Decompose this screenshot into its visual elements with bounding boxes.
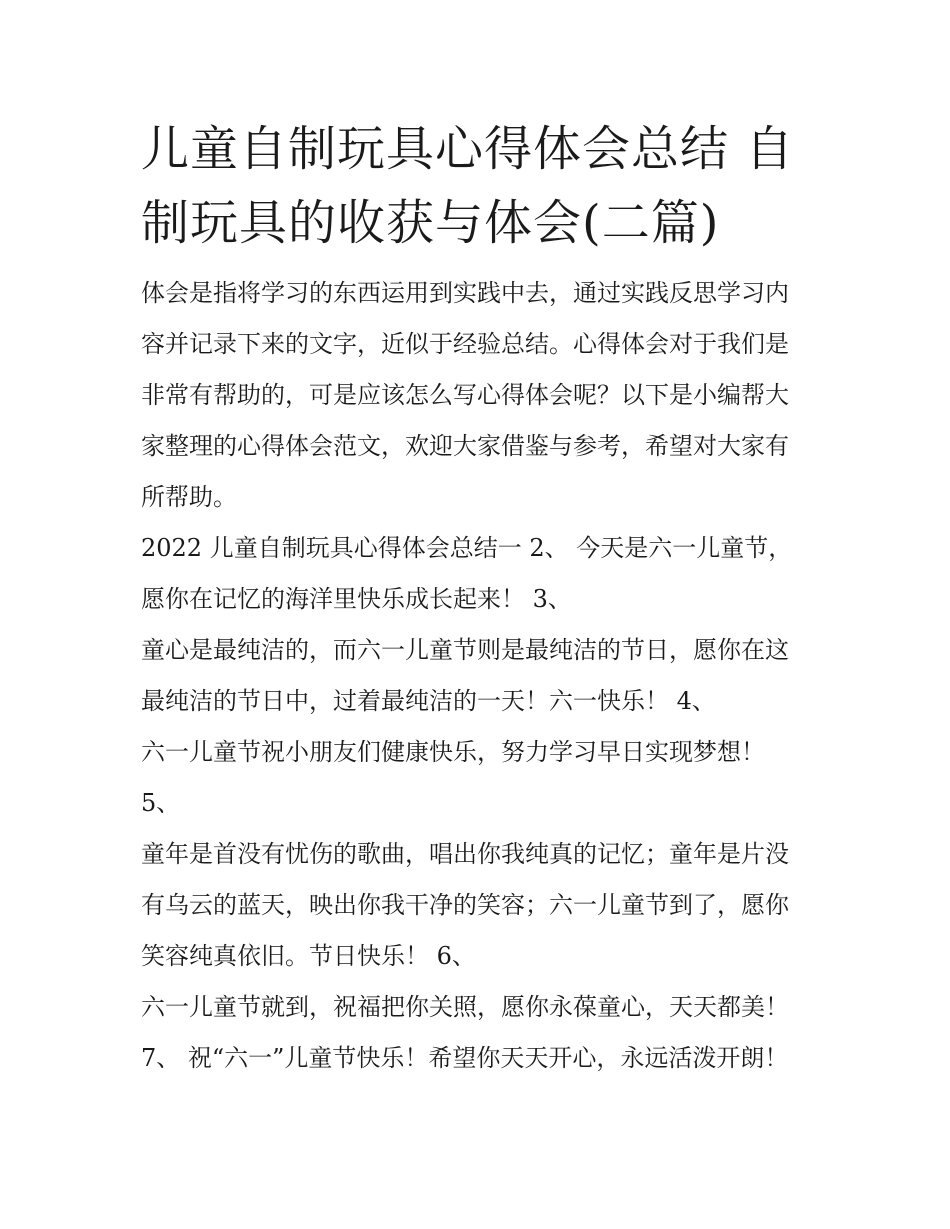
body-line: 笑容纯真依旧。节日快乐！ 6、 [141, 942, 476, 970]
document-title [141, 112, 821, 260]
body-line: 童心是最纯洁的，而六一儿童节则是最纯洁的节日，愿你在这 [141, 636, 789, 664]
title-line: 制玩具的收获与体会(二篇) [141, 195, 720, 251]
body-line: 2022 儿童自制玩具心得体会总结一 2、 今天是六一儿童节， [141, 534, 793, 562]
body-line: 童年是首没有忧伤的歌曲，唱出你我纯真的记忆；童年是片没 [141, 840, 789, 868]
body-line: 最纯洁的节日中，过着最纯洁的一天！六一快乐！ 4、 [141, 687, 716, 715]
body-line: 容并记录下来的文字，近似于经验总结。心得体会对于我们是 [141, 330, 789, 358]
body-line: 7、 祝“六一”儿童节快乐！希望你天天开心，永远活泼开朗！ [141, 1044, 789, 1072]
body-line: 六一儿童节祝小朋友们健康快乐，努力学习早日实现梦想！ [141, 738, 765, 766]
body-line: 愿你在记忆的海洋里快乐成长起来！ 3、 [141, 585, 572, 613]
document-body [141, 268, 821, 1084]
body-line: 体会是指将学习的东西运用到实践中去，通过实践反思学习内 [141, 279, 789, 307]
body-line: 5、 [141, 789, 181, 817]
body-line: 所帮助。 [141, 483, 237, 511]
body-line: 有乌云的蓝天，映出你我干净的笑容；六一儿童节到了，愿你 [141, 891, 789, 919]
document-page [141, 112, 821, 1084]
body-line: 非常有帮助的，可是应该怎么写心得体会呢？以下是小编帮大 [141, 381, 789, 409]
body-line: 六一儿童节就到，祝福把你关照，愿你永葆童心，天天都美！ [141, 993, 789, 1021]
title-line: 儿童自制玩具心得体会总结 自 [141, 121, 795, 177]
body-line: 家整理的心得体会范文，欢迎大家借鉴与参考，希望对大家有 [141, 432, 789, 460]
